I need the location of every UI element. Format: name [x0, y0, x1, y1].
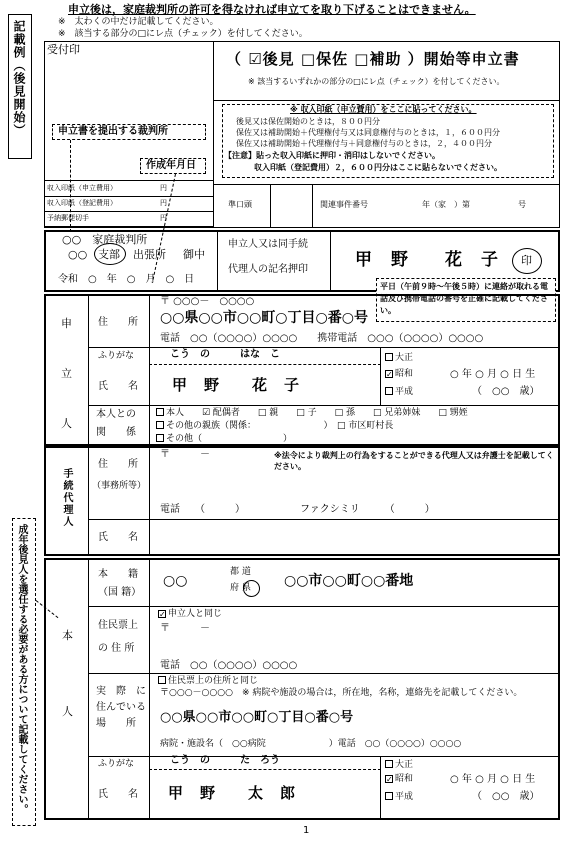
applicant-era-1: 大正 — [385, 353, 413, 363]
agent-section-label: 手続代理人 — [61, 468, 72, 528]
callout-court-text: 申立書を提出する裁判所 — [58, 126, 168, 137]
prefecture-circle — [243, 580, 260, 597]
applicant-address: ○○県○○市○○町○丁目○番○号 — [160, 310, 368, 326]
actual-label-3: 場 所 — [96, 718, 136, 729]
callout-date-text: 作成年月日 — [146, 160, 196, 171]
title-subnote: ※ 該当するいずれかの部分の□にレ点（チェック）を付してください。 — [248, 77, 505, 86]
applicant-name: 甲 野 花 子 — [172, 376, 301, 394]
relation-other-relative-checkbox[interactable] — [156, 421, 164, 429]
jumin-same-checkbox[interactable]: ✓ — [159, 610, 166, 619]
principal-era-2: ✓ 昭和 — [386, 774, 414, 784]
relation-options-3: その他（ ） — [156, 434, 292, 444]
domicile-pref: ○○ — [163, 573, 188, 589]
filing-date: 令和 ○ 年 ○ 月 ○ 日 — [58, 274, 195, 285]
p-era-showa-checkbox[interactable]: ✓ — [386, 775, 393, 784]
court-office: 出張所 — [133, 248, 166, 261]
fee-row-1: 収入印紙（申立費用） — [47, 184, 117, 192]
case-number-format: 年（家 ）第 号 — [422, 200, 526, 209]
actual-postal: 〒○○○－○○○○ ※ 病院や施設の場合は，所在地，名称，連絡先を記載してください。 — [160, 688, 523, 698]
jumin-postal: 〒 － — [160, 623, 210, 634]
relation-self-checkbox[interactable] — [156, 408, 164, 416]
principal-label-1: 本 — [62, 629, 73, 642]
relation-options-1: 本人 ☑ 配偶者 □ 親 □ 子 □ 孫 □ 兄弟姉妹 □ 甥姪 — [156, 408, 468, 418]
principal-name-label: 氏 名 — [98, 789, 138, 800]
actual-same-option: 住民票上の住所と同じ — [158, 676, 258, 686]
receipt-stamp-label: 受付印 — [47, 43, 80, 56]
signer-label-2: 代理人の記名押印 — [228, 264, 308, 275]
court-prefix: ○○ — [68, 248, 88, 261]
p-era-taisho-checkbox[interactable] — [385, 760, 393, 768]
court-goshu: 御中 — [183, 248, 205, 261]
domicile-todo: 都 道 — [230, 567, 251, 577]
seal-text: 印 — [521, 254, 532, 267]
applicant-birth: ○ 年 ○ 月 ○ 日 生 — [450, 369, 536, 380]
applicant-label-1: 申 — [61, 317, 72, 330]
applicant-age: （ ○○ 歳） — [472, 386, 540, 397]
agent-name-label: 氏 名 — [98, 532, 138, 543]
era-heisei-checkbox[interactable] — [385, 387, 393, 395]
era-showa-checkbox[interactable]: ✓ — [386, 370, 393, 379]
facility-line: 病院・施設名（ ○○病院 ）電話 ○○（○○○○）○○○○ — [160, 739, 462, 749]
actual-label-1: 実 際 に — [96, 686, 146, 697]
principal-furigana-label: ふりがな — [98, 759, 135, 769]
applicant-era-3: 平成 — [385, 387, 413, 397]
applicant-name-label: 氏 名 — [98, 381, 138, 392]
callout-phone-text: 平日（午前９時～午後５時）に連絡が取れる電話及び携帯電話の番号を正確に記載してください。 — [380, 282, 548, 315]
fee-unit-2: 円 — [160, 199, 167, 207]
court-name: ○○ 家庭裁判所 — [62, 233, 148, 246]
principal-era-3: 平成 — [385, 792, 413, 802]
applicant-furigana: こう の はな こ — [170, 349, 280, 360]
stamp-line-2: 保佐又は補助開始＋代理権付与又は同意権付与のときは，１，６００円分 — [236, 128, 500, 137]
signer-label-1: 申立人又は同手続 — [228, 239, 308, 250]
court-branch: 支部 — [98, 248, 120, 261]
applicant-era-2: ✓ 昭和 — [386, 369, 414, 379]
notice-note-2: ※ 該当する部分の□にレ点（チェック）を付してください。 — [58, 29, 308, 39]
stamp-line-1: 後見又は保佐開始のときは，８００円分 — [236, 117, 380, 126]
callout-principal-text: 成年後見人を選任する必要がある方について記載してください。 — [16, 524, 27, 814]
agent-address-label-2: （事務所等） — [92, 481, 147, 491]
notice-note-1: ※ 太わくの中だけ記載してください。 — [58, 17, 219, 27]
principal-name: 甲 野 太 郎 — [168, 784, 297, 802]
relation-options-2: その他の親族（関係： ） □ 市区町村長 — [156, 421, 393, 431]
jumin-label-1: 住民票上 — [98, 620, 138, 631]
applicant-postal: 〒 ○○○－ ○○○○ — [160, 296, 255, 307]
jumin-label-2: の 住 所 — [98, 643, 135, 654]
domicile-fuken: 府 県 — [230, 583, 251, 593]
signer-name: 甲 野 花 子 — [355, 250, 499, 270]
notice-main: 申立後は，家庭裁判所の許可を得なければ申立てを取り下げることはできません。 — [68, 3, 476, 16]
applicant-label-3: 人 — [61, 417, 72, 430]
p-era-heisei-checkbox[interactable] — [385, 792, 393, 800]
relation-label-2: 関 係 — [96, 427, 136, 438]
fee-unit-3: 円 — [160, 214, 167, 222]
fee-row-3: 予納郵便切手 — [47, 214, 89, 222]
applicant-address-label: 住 所 — [98, 317, 138, 328]
applicant-furigana-label: ふりがな — [98, 351, 135, 361]
principal-label-2: 人 — [62, 705, 73, 718]
form-title: （ ☑後見 □保佐 □補助 ）開始等申立書 — [226, 50, 520, 68]
stamp-line-3: 保佐又は補助開始＋代理権付与＋同意権付与のときは，２，４００円分 — [236, 139, 492, 148]
applicant-label-2: 立 — [61, 367, 72, 380]
agent-phone: 電話 （ ） ファクシミリ （ ） — [160, 504, 435, 515]
jun-kuchi-label: 準口頭 — [228, 200, 252, 209]
domicile-label-2: （国 籍） — [98, 587, 142, 598]
branch-circle — [94, 243, 126, 265]
agent-postal: 〒 － — [160, 449, 210, 460]
principal-birth: ○ 年 ○ 月 ○ 日 生 — [450, 774, 536, 785]
stamp-line-4: 収入印紙（登記費用）２，６００円分はここに貼らないでください。 — [254, 163, 502, 172]
domicile-label-1: 本 籍 — [98, 569, 138, 580]
actual-same-checkbox[interactable] — [158, 676, 166, 684]
principal-furigana: こう の た ろう — [170, 755, 280, 766]
relation-other-checkbox[interactable] — [156, 434, 164, 442]
related-case-label: 関連事件番号 — [320, 200, 368, 209]
actual-address: ○○県○○市○○町○丁目○番○号 — [160, 710, 354, 725]
relation-label-1: 本人との — [96, 409, 136, 420]
agent-note: ※法令により裁判上の行為をすることができる代理人又は弁護士を記載してください。 — [274, 451, 554, 471]
page-number: 1 — [303, 825, 310, 836]
jumin-same-option: ✓ 申立人と同じ — [159, 609, 223, 619]
jumin-phone: 電話 ○○（○○○○）○○○○ — [160, 660, 298, 671]
stamp-caution: 【注意】貼った収入印紙に押印・消印はしないでください。 — [224, 151, 440, 160]
principal-era-1: 大正 — [385, 760, 413, 770]
agent-address-label-1: 住 所 — [98, 459, 138, 470]
domicile-rest: ○○市○○町○○番地 — [284, 573, 414, 589]
principal-age: （ ○○ 歳） — [472, 791, 540, 802]
fee-row-2: 収入印紙（登記費用） — [47, 199, 117, 207]
applicant-phone: 電話 ○○（○○○○）○○○○ 携帯電話 ○○○（○○○○）○○○○ — [160, 333, 484, 344]
actual-label-2: 住んでいる — [96, 702, 146, 713]
example-label: 記載例（後見開始） — [12, 20, 26, 137]
stamp-header: ※ 収入印紙（申立費用）をここに貼ってください。 — [290, 105, 477, 114]
fee-unit-1: 円 — [160, 184, 167, 192]
era-taisho-checkbox[interactable] — [385, 353, 393, 361]
